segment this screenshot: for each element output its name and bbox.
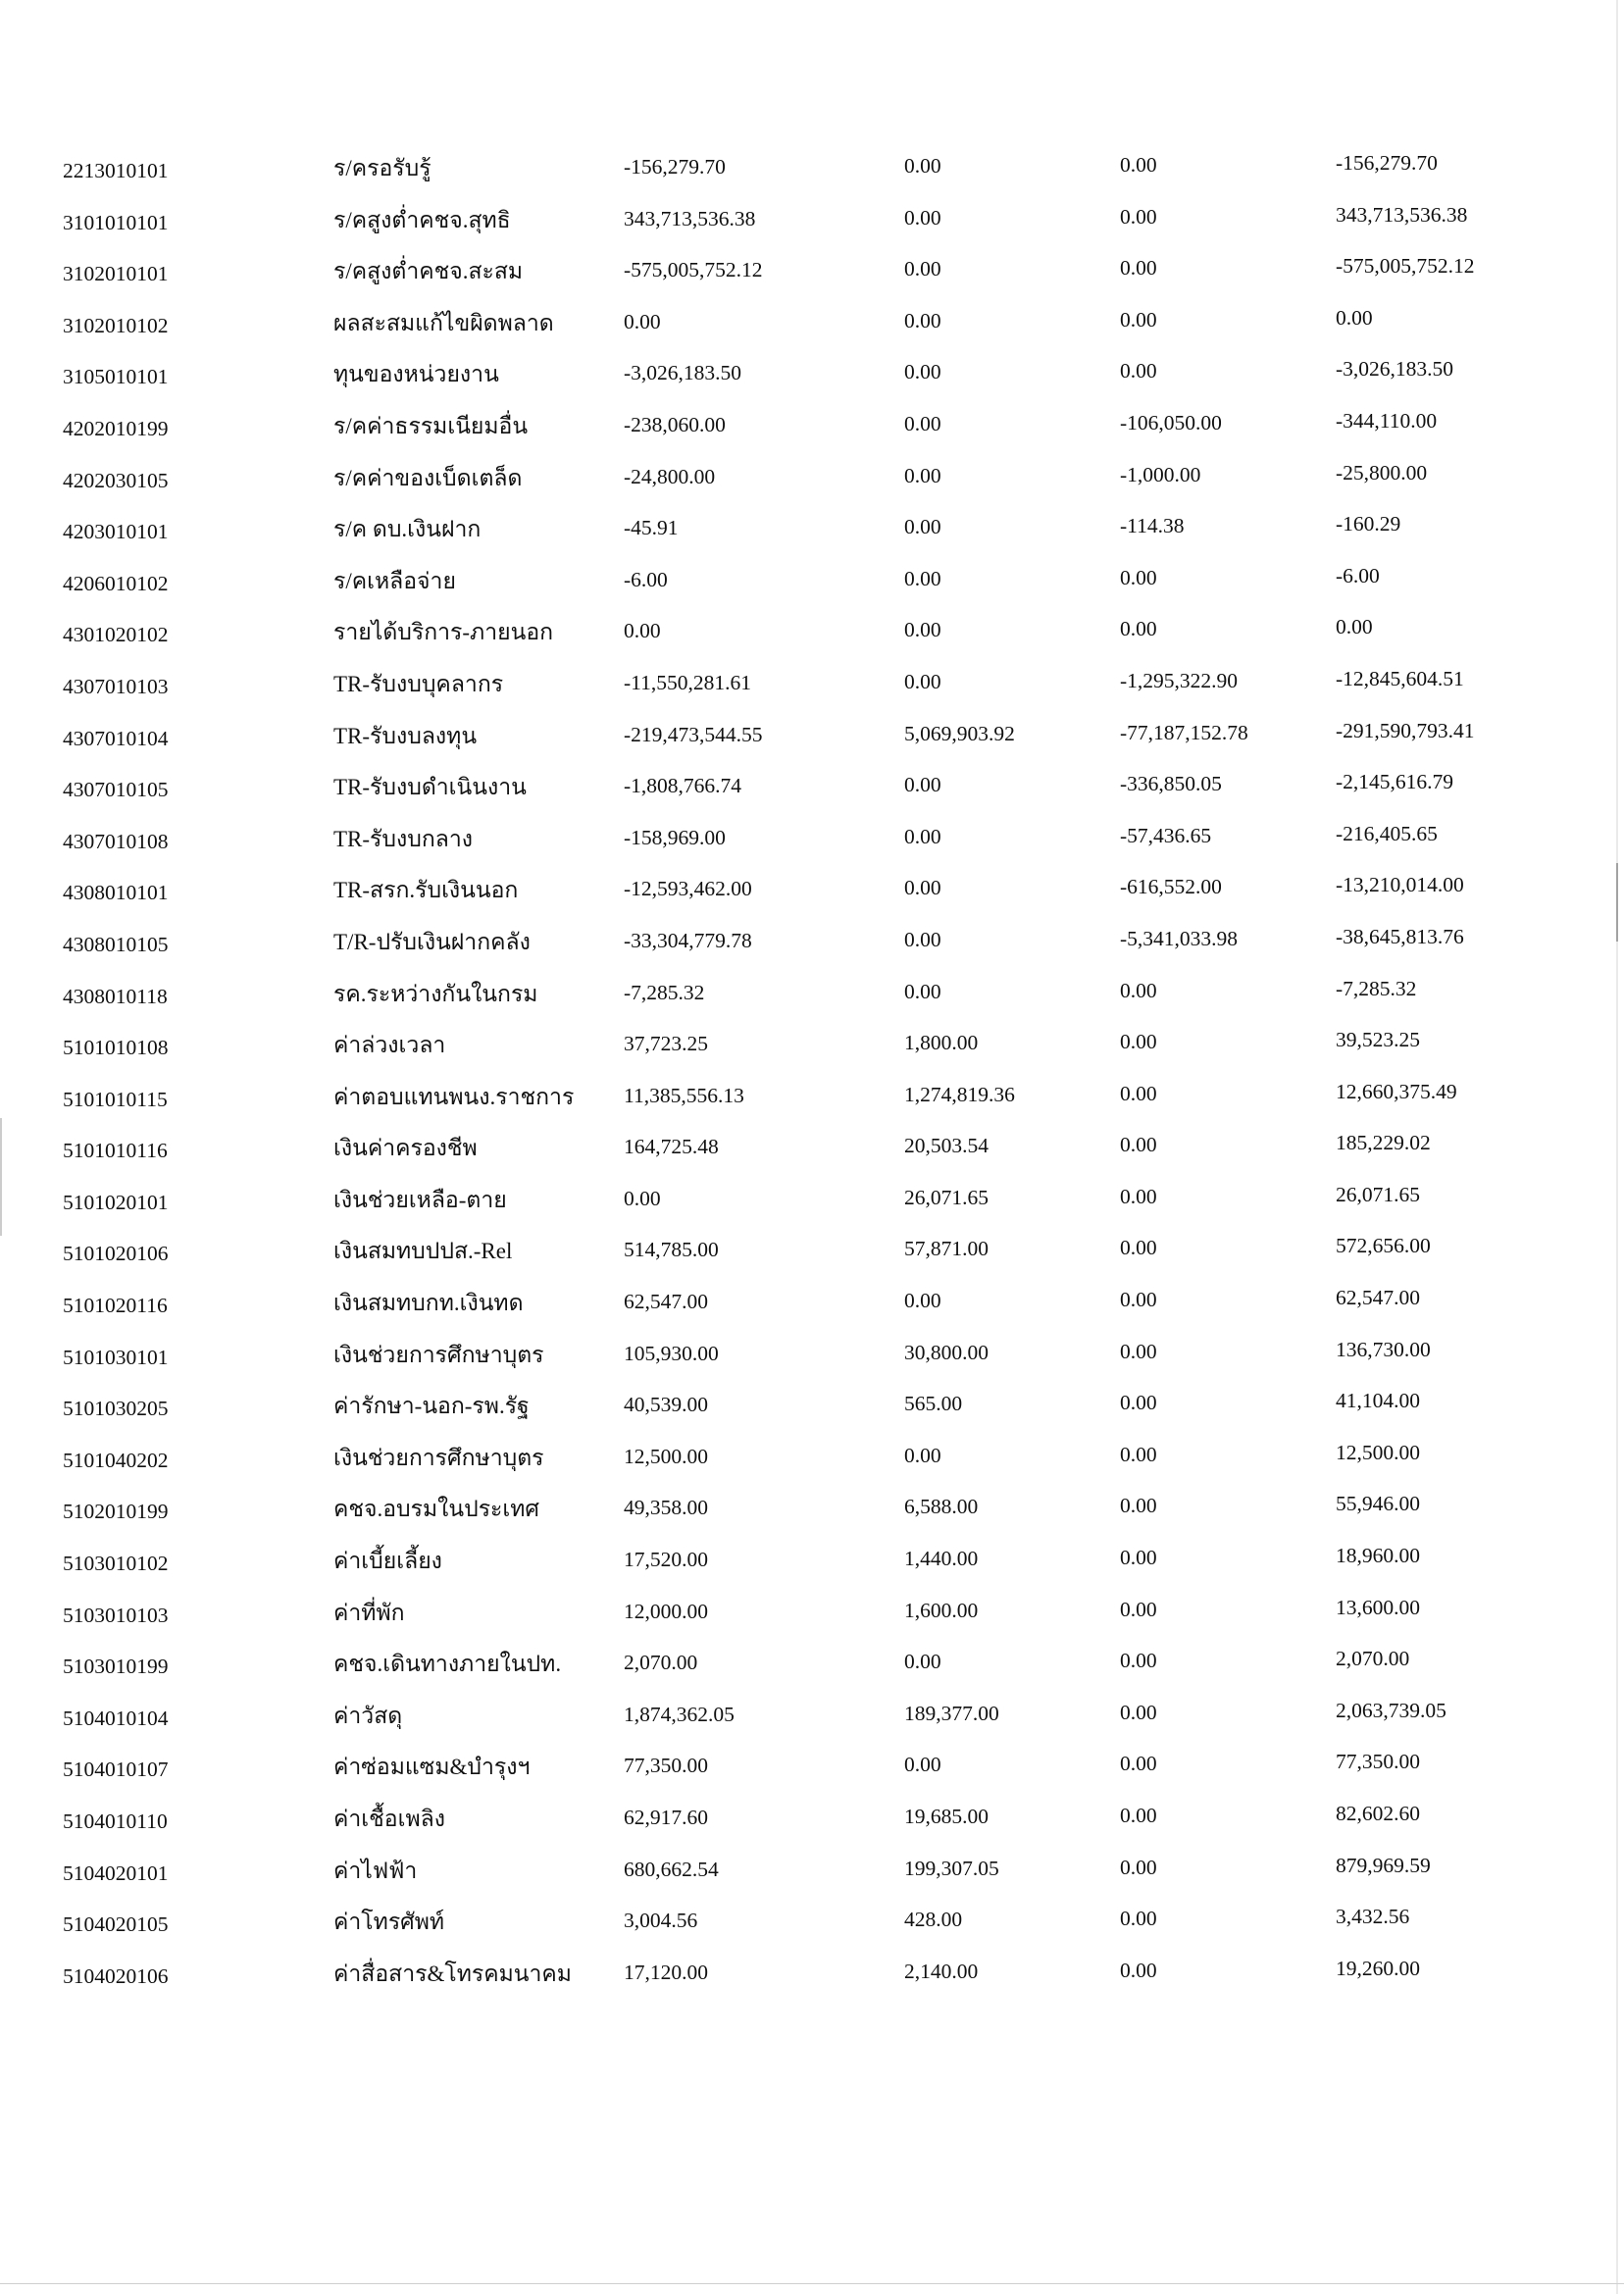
opening-balance: -219,473,544.55	[624, 722, 763, 746]
closing-balance: -575,005,752.12	[1336, 254, 1475, 279]
table-row	[0, 556, 1624, 608]
table-row	[0, 711, 1624, 763]
credit-amount: 0.00	[1120, 1133, 1157, 1157]
closing-balance: -12,845,604.51	[1336, 666, 1464, 690]
closing-balance: 185,229.02	[1336, 1131, 1431, 1155]
debit-amount: 565.00	[904, 1392, 963, 1416]
credit-amount: -5,341,033.98	[1120, 926, 1239, 950]
account-code: 4308010105	[63, 932, 169, 956]
account-code: 4202030105	[63, 468, 169, 492]
debit-amount: 0.00	[904, 618, 941, 642]
account-code: 5104010107	[63, 1758, 169, 1782]
debit-amount: 1,800.00	[904, 1031, 979, 1055]
account-code: 5104020105	[63, 1912, 169, 1937]
opening-balance: 17,520.00	[624, 1548, 708, 1572]
opening-balance: 11,385,556.13	[624, 1083, 744, 1107]
closing-balance: 343,713,536.38	[1336, 202, 1468, 227]
table-row	[0, 865, 1624, 917]
account-code: 4206010102	[63, 571, 169, 595]
closing-balance: 0.00	[1336, 615, 1373, 639]
closing-balance: 12,500.00	[1336, 1440, 1420, 1464]
opening-balance: -158,969.00	[624, 825, 726, 849]
credit-amount: -336,850.05	[1120, 772, 1222, 796]
credit-amount: 0.00	[1120, 1649, 1157, 1673]
credit-amount: 0.00	[1120, 204, 1157, 229]
account-name: ค่ารักษา-นอก-รพ.รัฐ	[333, 1394, 530, 1419]
debit-amount: 0.00	[904, 824, 941, 848]
credit-amount: 0.00	[1120, 1752, 1157, 1776]
debit-amount: 189,377.00	[904, 1701, 999, 1725]
table-row	[0, 504, 1624, 556]
table-row	[0, 1536, 1624, 1588]
account-name: ร/คค่าธรรมเนียมอื่น	[333, 413, 529, 438]
credit-amount: 0.00	[1120, 1546, 1157, 1570]
credit-amount: 0.00	[1120, 565, 1157, 589]
account-code: 4308010118	[63, 984, 168, 1008]
table-row	[0, 195, 1624, 247]
account-name: ร/ค ดบ.เงินฝาก	[333, 517, 482, 542]
table-row	[0, 1846, 1624, 1898]
table-row	[0, 143, 1624, 195]
account-name: เงินค่าครองชีพ	[333, 1136, 478, 1161]
account-name: ร/คค่าของเบ็ดเตล็ด	[333, 465, 523, 490]
account-name: เงินช่วยการศึกษาบุตร	[333, 1342, 544, 1367]
account-name: ค่าซ่อมแซม&บำรุงฯ	[333, 1755, 531, 1780]
opening-balance: 1,874,362.05	[624, 1702, 735, 1726]
closing-balance: -344,110.00	[1336, 408, 1438, 433]
account-code: 5101010115	[63, 1087, 168, 1111]
opening-balance: -3,026,183.50	[624, 361, 742, 385]
closing-balance: -156,279.70	[1336, 151, 1438, 175]
account-code: 5103010199	[63, 1655, 169, 1679]
account-code: 4202010199	[63, 416, 169, 440]
ledger-table	[0, 143, 1624, 2000]
credit-amount: -1,295,322.90	[1120, 668, 1239, 692]
table-row	[0, 298, 1624, 350]
opening-balance: -33,304,779.78	[624, 928, 752, 952]
closing-balance: 13,600.00	[1336, 1595, 1420, 1619]
debit-amount: 1,600.00	[904, 1598, 979, 1622]
debit-amount: 1,274,819.36	[904, 1082, 1015, 1106]
table-row	[0, 1381, 1624, 1433]
debit-amount: 0.00	[904, 154, 941, 178]
account-code: 3101010101	[63, 210, 169, 234]
table-row	[0, 1897, 1624, 1949]
closing-balance: 2,070.00	[1336, 1647, 1410, 1671]
scan-edge-bottom	[0, 2283, 1624, 2284]
account-code: 5104010110	[63, 1810, 168, 1833]
table-row	[0, 1226, 1624, 1278]
account-code: 3102010102	[63, 313, 169, 337]
credit-amount: -1,000.00	[1120, 462, 1201, 486]
closing-balance: 41,104.00	[1336, 1389, 1420, 1413]
closing-balance: 62,547.00	[1336, 1286, 1420, 1310]
account-code: 2213010101	[63, 159, 169, 182]
closing-balance: -3,026,183.50	[1336, 357, 1454, 382]
account-code: 5101020116	[63, 1294, 168, 1318]
opening-balance: -238,060.00	[624, 412, 726, 436]
credit-amount: -57,436.65	[1120, 823, 1212, 847]
table-row	[0, 349, 1624, 401]
account-code: 5101020106	[63, 1242, 169, 1266]
account-code: 5102010199	[63, 1500, 169, 1524]
credit-amount: -106,050.00	[1120, 410, 1222, 434]
closing-balance: 879,969.59	[1336, 1853, 1431, 1877]
table-row	[0, 1588, 1624, 1640]
account-code: 5101010108	[63, 1036, 169, 1060]
opening-balance: -11,550,281.61	[624, 670, 751, 694]
account-name: ค่าล่วงเวลา	[333, 1033, 446, 1058]
opening-balance: 62,547.00	[624, 1290, 708, 1314]
opening-balance: 40,539.00	[624, 1393, 708, 1417]
debit-amount: 0.00	[904, 876, 941, 900]
account-name: ค่าตอบแทนพนง.ราชการ	[333, 1084, 575, 1109]
account-code: 5103010102	[63, 1552, 169, 1576]
credit-amount: -616,552.00	[1120, 875, 1222, 899]
credit-amount: 0.00	[1120, 359, 1157, 383]
account-name: ร/คเหลือจ่าย	[333, 568, 456, 593]
table-row	[0, 814, 1624, 866]
account-code: 5101010116	[63, 1139, 168, 1163]
debit-amount: 0.00	[904, 257, 941, 281]
debit-amount: 0.00	[904, 308, 941, 332]
closing-balance: -160.29	[1336, 512, 1401, 536]
debit-amount: 0.00	[904, 1443, 941, 1467]
opening-balance: -1,808,766.74	[624, 774, 742, 798]
table-row	[0, 1020, 1624, 1072]
account-name: TR-รับงบลงทุน	[333, 723, 478, 748]
opening-balance: -24,800.00	[624, 464, 716, 488]
table-row	[0, 1123, 1624, 1175]
table-row	[0, 1175, 1624, 1227]
opening-balance: 37,723.25	[624, 1032, 708, 1056]
closing-balance: 0.00	[1336, 305, 1373, 330]
closing-balance: 82,602.60	[1336, 1802, 1420, 1825]
account-code: 5101040202	[63, 1448, 169, 1472]
account-code: 5101020101	[63, 1190, 169, 1214]
table-row	[0, 1742, 1624, 1794]
debit-amount: 0.00	[904, 360, 941, 384]
table-row	[0, 1949, 1624, 2001]
closing-balance: -291,590,793.41	[1336, 718, 1475, 742]
closing-balance: 18,960.00	[1336, 1544, 1420, 1568]
debit-amount: 199,307.05	[904, 1856, 999, 1880]
opening-balance: 62,917.60	[624, 1806, 708, 1829]
account-name: ค่าสื่อสาร&โทรคมนาคม	[333, 1961, 572, 1986]
account-name: ทุนของหน่วยงาน	[333, 362, 499, 387]
opening-balance: 2,070.00	[624, 1651, 698, 1675]
debit-amount: 0.00	[904, 515, 941, 539]
account-code: 4307010104	[63, 726, 169, 750]
table-row	[0, 246, 1624, 298]
table-row	[0, 1794, 1624, 1846]
credit-amount: 0.00	[1120, 307, 1157, 331]
credit-amount: 0.00	[1120, 1958, 1157, 1982]
opening-balance: 12,500.00	[624, 1444, 708, 1468]
table-row	[0, 1433, 1624, 1485]
account-name: ร/คสูงต่ำคชจ.สุทธิ	[333, 207, 511, 232]
debit-amount: 428.00	[904, 1908, 963, 1932]
account-name: ค่าวัสดุ	[333, 1703, 403, 1728]
debit-amount: 0.00	[904, 669, 941, 693]
opening-balance: -156,279.70	[624, 155, 726, 178]
opening-balance: -45.91	[624, 516, 679, 540]
closing-balance: 39,523.25	[1336, 1028, 1420, 1052]
closing-balance: 572,656.00	[1336, 1234, 1431, 1258]
table-row	[0, 1278, 1624, 1330]
account-code: 5103010103	[63, 1603, 169, 1627]
account-code: 4307010108	[63, 829, 169, 853]
account-name: รค.ระหว่างกันในกรม	[333, 981, 538, 1006]
account-name: เงินสมทบกท.เงินทด	[333, 1291, 524, 1316]
debit-amount: 57,871.00	[904, 1237, 989, 1261]
account-code: 4307010105	[63, 778, 169, 802]
credit-amount: 0.00	[1120, 1081, 1157, 1105]
opening-balance: 0.00	[624, 309, 661, 333]
table-row	[0, 1330, 1624, 1382]
credit-amount: 0.00	[1120, 1855, 1157, 1879]
opening-balance: 164,725.48	[624, 1135, 719, 1159]
account-name: เงินช่วยการศึกษาบุตร	[333, 1445, 544, 1470]
account-code: 4203010101	[63, 520, 169, 544]
opening-balance: 3,004.56	[624, 1909, 698, 1933]
opening-balance: 105,930.00	[624, 1341, 719, 1365]
account-code: 5104020106	[63, 1963, 169, 1988]
account-code: 5104010104	[63, 1706, 169, 1730]
credit-amount: 0.00	[1120, 1442, 1157, 1466]
debit-amount: 26,071.65	[904, 1185, 989, 1209]
account-name: TR-รับงบดำเนินงาน	[333, 775, 527, 800]
debit-amount: 0.00	[904, 566, 941, 590]
account-name: TR-รับงบกลาง	[333, 826, 473, 851]
account-name: ค่าไฟฟ้า	[333, 1858, 418, 1883]
credit-amount: 0.00	[1120, 1907, 1157, 1931]
opening-balance: 77,350.00	[624, 1754, 708, 1778]
closing-balance: 19,260.00	[1336, 1956, 1420, 1980]
debit-amount: 0.00	[904, 1650, 941, 1674]
closing-balance: -13,210,014.00	[1336, 873, 1464, 897]
credit-amount: 0.00	[1120, 978, 1157, 1002]
credit-amount: -77,187,152.78	[1120, 720, 1248, 744]
account-name: คชจ.เดินทางภายในปท.	[333, 1652, 562, 1677]
table-row	[0, 659, 1624, 711]
account-name: เงินช่วยเหลือ-ตาย	[333, 1187, 507, 1212]
opening-balance: 680,662.54	[624, 1857, 719, 1881]
opening-balance: -7,285.32	[624, 980, 705, 1004]
credit-amount: 0.00	[1120, 1184, 1157, 1208]
opening-balance: 0.00	[624, 1186, 661, 1210]
credit-amount: 0.00	[1120, 1288, 1157, 1312]
debit-amount: 30,800.00	[904, 1340, 989, 1364]
table-row	[0, 453, 1624, 505]
table-row	[0, 1072, 1624, 1124]
account-name: ร/ครอรับรู้	[333, 156, 431, 180]
credit-amount: 0.00	[1120, 1804, 1157, 1827]
debit-amount: 0.00	[904, 773, 941, 797]
closing-balance: 3,432.56	[1336, 1905, 1410, 1929]
account-code: 3105010101	[63, 365, 169, 389]
table-row	[0, 1691, 1624, 1743]
debit-amount: 0.00	[904, 411, 941, 435]
closing-balance: -6.00	[1336, 563, 1380, 587]
opening-balance: -12,593,462.00	[624, 877, 752, 901]
closing-balance: -38,645,813.76	[1336, 924, 1464, 948]
account-code: 5101030101	[63, 1345, 169, 1369]
table-row	[0, 1484, 1624, 1536]
account-code: 4301020102	[63, 623, 169, 647]
account-name: ค่าเบี้ยเลี้ยง	[333, 1549, 442, 1574]
closing-balance: 77,350.00	[1336, 1750, 1420, 1774]
credit-amount: 0.00	[1120, 1391, 1157, 1415]
debit-amount: 0.00	[904, 979, 941, 1003]
table-row	[0, 917, 1624, 969]
account-code: 4308010101	[63, 881, 169, 905]
table-row	[0, 762, 1624, 814]
debit-amount: 5,069,903.92	[904, 721, 1015, 745]
account-name: ค่าโทรศัพท์	[333, 1910, 445, 1935]
opening-balance: -6.00	[624, 567, 668, 591]
account-name: เงินสมทบปปส.-Rel	[333, 1239, 513, 1264]
debit-amount: 1,440.00	[904, 1547, 979, 1571]
account-name: ร/คสูงต่ำคชจ.สะสม	[333, 259, 524, 284]
debit-amount: 6,588.00	[904, 1495, 979, 1519]
debit-amount: 0.00	[904, 463, 941, 487]
debit-amount: 0.00	[904, 927, 941, 951]
table-row	[0, 401, 1624, 453]
opening-balance: 343,713,536.38	[624, 206, 756, 230]
opening-balance: 49,358.00	[624, 1496, 708, 1520]
debit-amount: 20,503.54	[904, 1134, 989, 1158]
account-name: ค่าเชื้อเพลิง	[333, 1807, 445, 1831]
closing-balance: -7,285.32	[1336, 976, 1417, 1000]
credit-amount: -114.38	[1120, 514, 1185, 538]
debit-amount: 0.00	[904, 205, 941, 229]
credit-amount: 0.00	[1120, 256, 1157, 280]
debit-amount: 0.00	[904, 1289, 941, 1313]
account-name: T/R-ปรับเงินฝากคลัง	[333, 929, 531, 954]
opening-balance: 12,000.00	[624, 1599, 708, 1623]
debit-amount: 19,685.00	[904, 1805, 989, 1828]
opening-balance: 514,785.00	[624, 1238, 719, 1262]
closing-balance: 55,946.00	[1336, 1492, 1420, 1516]
account-code: 5104020101	[63, 1861, 169, 1885]
account-name: ผลสะสมแก้ไขผิดพลาด	[333, 310, 554, 335]
credit-amount: 0.00	[1120, 1597, 1157, 1621]
table-row	[0, 1639, 1624, 1691]
debit-amount: 2,140.00	[904, 1959, 979, 1983]
closing-balance: -216,405.65	[1336, 821, 1438, 845]
opening-balance: 0.00	[624, 619, 661, 643]
closing-balance: 2,063,739.05	[1336, 1698, 1446, 1722]
credit-amount: 0.00	[1120, 1494, 1157, 1518]
credit-amount: 0.00	[1120, 1030, 1157, 1054]
debit-amount: 0.00	[904, 1753, 941, 1777]
credit-amount: 0.00	[1120, 1236, 1157, 1260]
account-code: 3102010101	[63, 262, 169, 286]
account-name: ค่าที่พัก	[333, 1600, 405, 1625]
credit-amount: 0.00	[1120, 153, 1157, 177]
closing-balance: 136,730.00	[1336, 1337, 1431, 1361]
opening-balance: -575,005,752.12	[624, 258, 763, 282]
closing-balance: 26,071.65	[1336, 1182, 1420, 1206]
opening-balance: 17,120.00	[624, 1960, 708, 1984]
account-name: รายได้บริการ-ภายนอก	[333, 620, 554, 645]
table-row	[0, 607, 1624, 659]
account-code: 5101030205	[63, 1397, 169, 1421]
account-name: TR-สรก.รับเงินนอก	[333, 878, 519, 903]
account-name: TR-รับงบบุคลากร	[333, 671, 504, 696]
credit-amount: 0.00	[1120, 617, 1157, 641]
credit-amount: 0.00	[1120, 1339, 1157, 1363]
account-code: 4307010103	[63, 674, 169, 698]
closing-balance: -2,145,616.79	[1336, 770, 1454, 794]
table-row	[0, 969, 1624, 1021]
closing-balance: -25,800.00	[1336, 460, 1428, 484]
credit-amount: 0.00	[1120, 1700, 1157, 1724]
closing-balance: 12,660,375.49	[1336, 1079, 1457, 1103]
account-name: คชจ.อบรมในประเทศ	[333, 1497, 540, 1522]
